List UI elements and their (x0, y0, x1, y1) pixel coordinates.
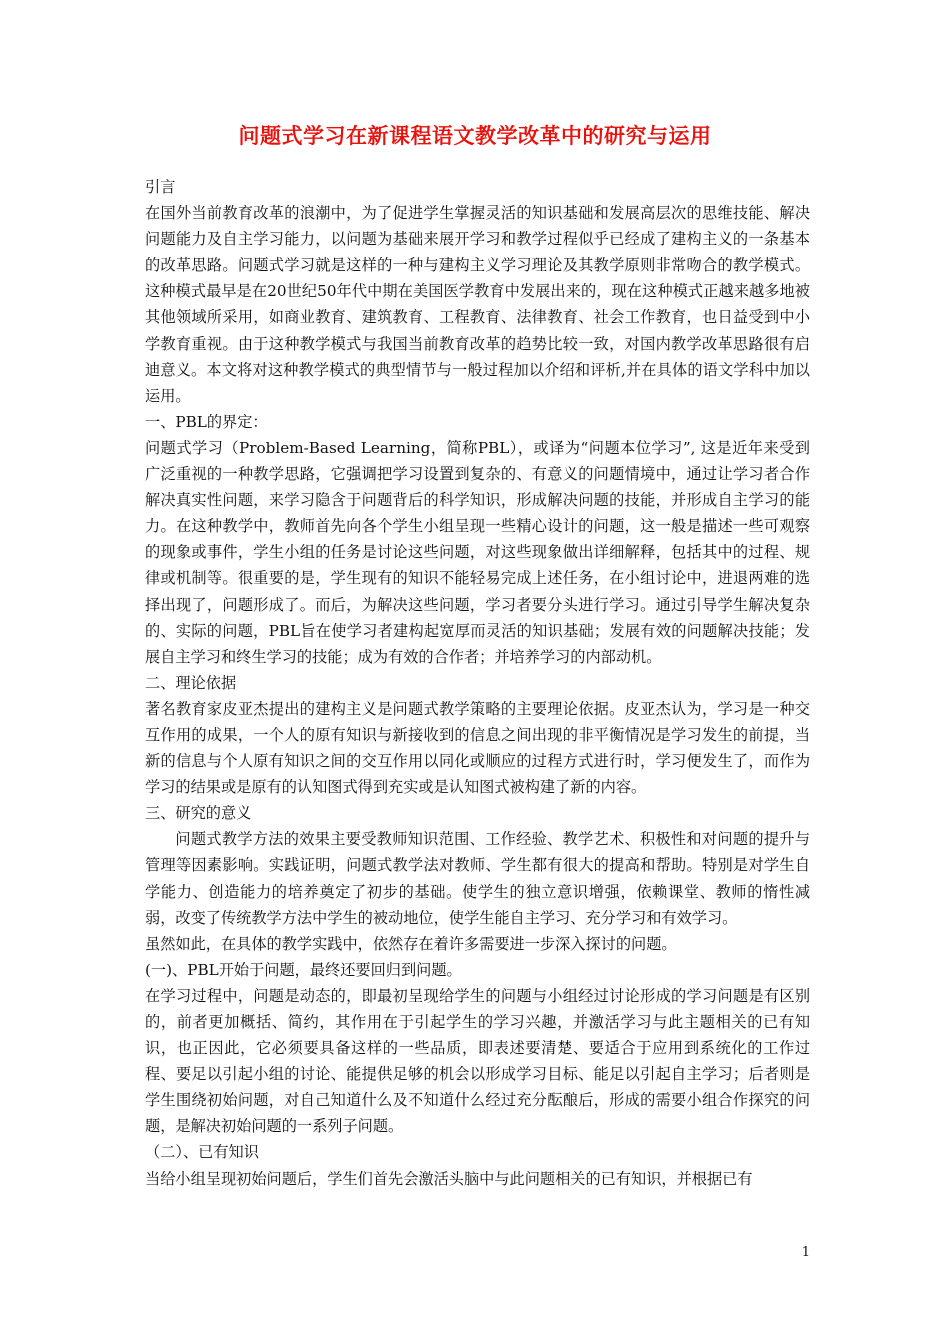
document-body (145, 174, 810, 1192)
heading-theory-basis: 二、理论依据 (145, 673, 237, 692)
heading-pbl-definition: 一、PBL的界定： (145, 412, 268, 431)
heading-research-significance: 三、研究的意义 (145, 804, 252, 823)
subheading-pbl-problems: (一)、PBL开始于问题，最终还要回归到问题。 (145, 960, 462, 979)
paragraph-introduction: 在国外当前教育改革的浪潮中，为了促进学生掌握灵活的知识基础和发展高层次的思维技能、解决问题能力及自主学习能力，以问题为基础来展开学习和教学过程似乎已经成了建构主义的一条基本的改革思路。问题式学习就是这样的一种与建构主义学习理论及其教学原则非常吻合的教学模式。这种模式最早是在20世纪50年代中期在美国医学教育中发展出来的，现在这种模式正越来越多地被其他领域所采用，如商业教育、建筑教育、工程教育、法律教育、社会工作教育，也日益受到中小学教育重视。由于这种教学模式与我国当前教育改革的趋势比较一致，对国内教学改革思路很有启迪意义。本文将对这种教学模式的典型情节与一般过程加以介绍和评析,并在具体的语文学科中加以运用。 (145, 204, 810, 405)
paragraph-theory-basis: 著名教育家皮亚杰提出的建构主义是问题式教学策略的主要理论依据。皮亚杰认为，学习是一种交互作用的成果，一个人的原有知识与新接收到的信息之间出现的非平衡情况是学习发生的前提，当新的信息与个人原有知识之间的交互作用以同化或顺应的过程方式进行时，学习便发生了，而作为学习的结果或是原有的认知图式得到充实或是认知图式被构建了新的内容。 (145, 699, 810, 797)
paragraph-pbl-problems: 在学习过程中，问题是动态的，即最初呈现给学生的问题与小组经过讨论形成的学习问题是有区别的，前者更加概括、简约，其作用在于引起学生的学习兴趣，并激活学习与此主题相关的已有知识，也正因此，它必须要具备这样的一些品质，即表述要清楚、要适合于应用到系统化的工作过程、要足以引起小组的讨论、能提供足够的机会以形成学习目标、能足以引起自主学习；后者则是学生围绕初始问题，对自己知道什么及不知道什么经过充分酝酿后，形成的需要小组合作探究的问题，是解决初始问题的一系列子问题。 (145, 986, 810, 1136)
document-title: 问题式学习在新课程语文教学改革中的研究与运用 (238, 123, 712, 148)
heading-introduction: 引言 (145, 178, 176, 196)
subheading-prior-knowledge: （二）、已有知识 (145, 1143, 259, 1162)
paragraph-remaining-issues: 虽然如此，在具体的教学实践中，依然存在着许多需要进一步深入探讨的问题。 (145, 934, 677, 953)
paragraph-research-significance: 问题式教学方法的效果主要受教师知识范围、工作经验、教学艺术、积极性和对问题的提升与管理等因素影响。实践证明，问题式教学法对教师、学生都有很大的提高和帮助。特别是对学生自学能力、创造能力的培养奠定了初步的基础。使学生的独立意识增强，依赖课堂、教师的惰性减弱，改变了传统教学方法中学生的被动地位，使学生能自主学习、充分学习和有效学习。 (145, 830, 810, 927)
paragraph-pbl-definition: 问题式学习（Problem-Based Learning，简称PBL），或译为“问题本位学习”, 这是近年来受到广泛重视的一种教学思路，它强调把学习设置到复杂的、有意义的问题情境中，通过让学习者合作解决真实性问题，来学习隐含于问题背后的科学知识，形成解决问题的技能，并形成自主学习的能力。在这种教学中，教师首先向各个学生小组呈现一些精心设计的问题，这一般是描述一些可观察的现象或事件，学生小组的任务是讨论这些问题，对这些现象做出详细解释，包括其中的过程、规律或机制等。很重要的是，学生现有的知识不能轻易完成上述任务，在小组讨论中，进退两难的选择出现了，问题形成了。而后，为解决这些问题，学习者要分头进行学习。通过引导学生解决复杂的、实际的问题，PBL旨在使学习者建构起宽厚而灵活的知识基础；发展有效的问题解决技能；发展自主学习和终生学习的技能；成为有效的合作者；并培养学习的内部动机。 (145, 438, 810, 666)
page-number: 1 (801, 1245, 810, 1260)
paragraph-prior-knowledge: 当给小组呈现初始问题后，学生们首先会激活头脑中与此问题相关的已有知识，并根据已有 (145, 1169, 753, 1188)
